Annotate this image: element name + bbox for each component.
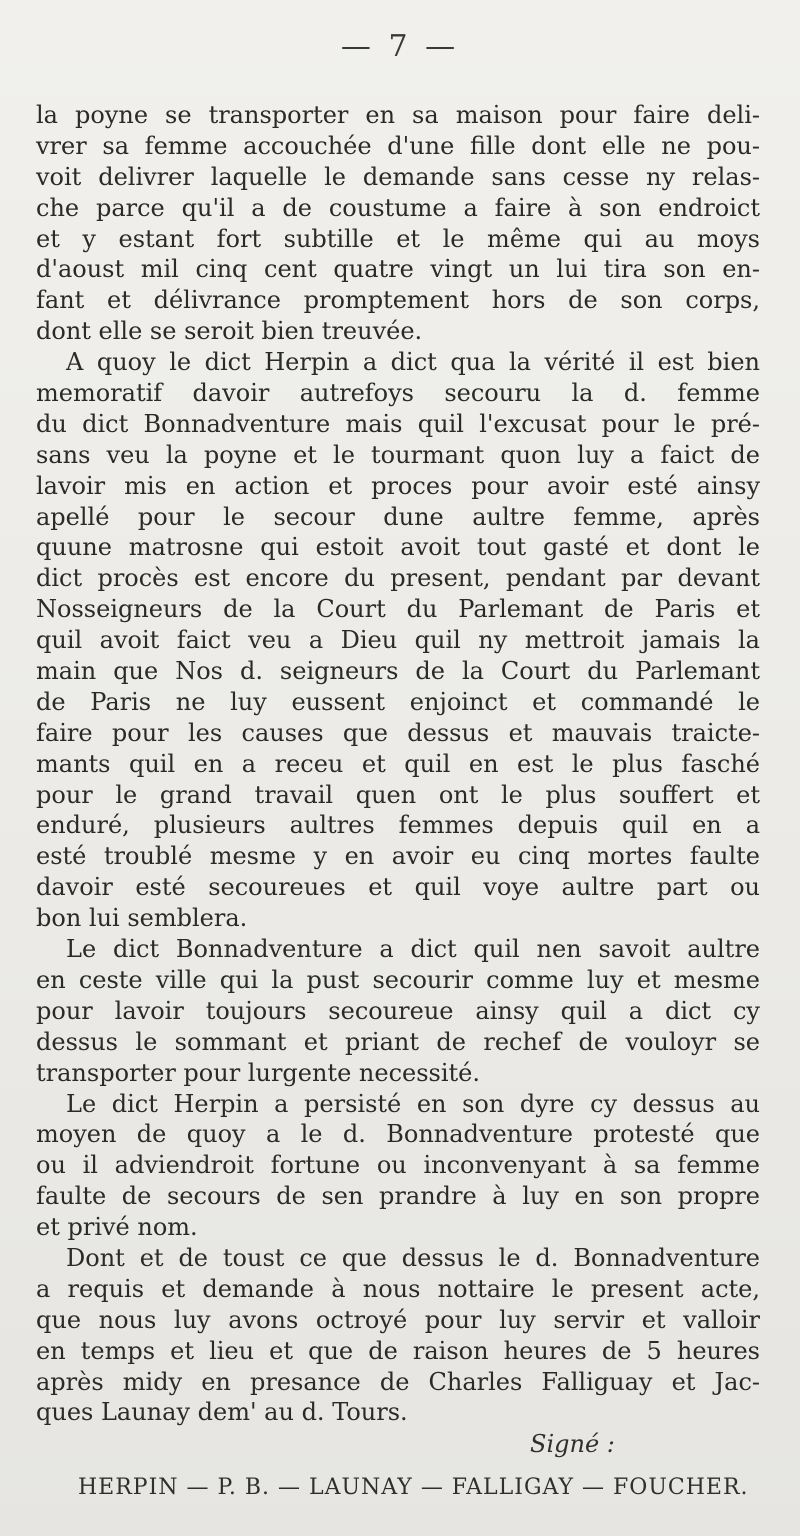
text-line: a requis et demande à nous nottaire le present acte, — [36, 1274, 760, 1303]
text-line: dont elle se seroit bien treuvée. — [36, 317, 423, 346]
text-line: faulte de secours de sen prandre à luy en son propre — [36, 1182, 760, 1211]
text-line: dessus le sommant et priant de rechef de vouloyr se — [36, 1027, 760, 1056]
text-line: transporter pour lurgente necessité. — [36, 1058, 480, 1087]
signatories-line: HERPIN — P. B. — LAUNAY — FALLIGAY — FOUCHER. — [78, 1475, 749, 1500]
text-line: de Paris ne luy eussent enjoinct et commandé le — [36, 687, 760, 716]
text-line: che parce qu'il a de coustume a faire à son endroict — [36, 193, 760, 222]
text-line: et privé nom. — [36, 1213, 198, 1242]
text-line: après midy en presance de Charles Falliguay et Jac- — [36, 1367, 760, 1396]
text-line: et y estant fort subtille et le même qui au moys — [36, 224, 760, 253]
text-line: Le dict Herpin a persisté en son dyre cy dessus au — [66, 1089, 760, 1118]
text-line: enduré, plusieurs aultres femmes depuis quil en a — [36, 811, 760, 840]
text-line: mants quil en a receu et quil en est le plus fasché — [36, 749, 760, 778]
text-line: quil avoit faict veu a Dieu quil ny mettroit jamais la — [36, 626, 760, 655]
text-line: sans veu la poyne et le tourmant quon luy a faict de — [36, 440, 760, 469]
text-line: quune matrosne qui estoit avoit tout gasté et dont le — [36, 533, 760, 562]
text-line: Dont et de toust ce que dessus le d. Bonnadventure — [66, 1243, 760, 1272]
text-line: Nosseigneurs de la Court du Parlemant de Paris et — [36, 595, 760, 624]
text-line: lavoir mis en action et proces pour avoir esté ainsy — [36, 471, 760, 500]
text-line: bon lui semblera. — [36, 904, 248, 933]
text-line: ou il adviendroit fortune ou inconvenyant à sa femme — [36, 1151, 760, 1180]
text-line: dict procès est encore du present, pendant par devant — [36, 564, 760, 593]
text-line: que nous luy avons octroyé pour luy servir et valloir — [36, 1305, 760, 1334]
text-line: fant et délivrance promptement hors de son corps, — [36, 286, 760, 315]
text-line: apellé pour le secour dune aultre femme, après — [36, 502, 760, 531]
text-line: d'aoust mil cinq cent quatre vingt un lui tira son en- — [36, 255, 760, 284]
text-line: pour lavoir toujours secoureue ainsy quil a dict cy — [36, 996, 760, 1025]
body-text — [36, 100, 760, 1428]
text-line: du dict Bonnadventure mais quil l'excusat pour le pré- — [36, 409, 760, 438]
text-line: faire pour les causes que dessus et mauvais traicte- — [36, 718, 760, 747]
page-number: — 7 — — [340, 29, 460, 64]
text-line: ques Launay dem' au d. Tours. — [36, 1398, 408, 1427]
text-line: esté troublé mesme y en avoir eu cinq mortes faulte — [36, 842, 760, 871]
text-line: pour le grand travail quen ont le plus souffert et — [36, 780, 760, 809]
text-line: davoir esté secoureues et quil voye aultre part ou — [36, 873, 760, 902]
text-line: moyen de quoy a le d. Bonnadventure protesté que — [36, 1120, 760, 1149]
text-line: main que Nos d. seigneurs de la Court du Parlemant — [36, 657, 760, 686]
signed-label: Signé : — [530, 1430, 615, 1458]
text-line: vrer sa femme accouchée d'une fille dont elle ne pou- — [36, 131, 760, 160]
text-line: en temps et lieu et que de raison heures de 5 heures — [36, 1336, 760, 1365]
text-line: Le dict Bonnadventure a dict quil nen savoit aultre — [66, 935, 760, 964]
text-line: memoratif davoir autrefoys secouru la d. femme — [36, 379, 760, 408]
text-line: voit delivrer laquelle le demande sans cesse ny relas- — [36, 162, 760, 191]
text-line: A quoy le dict Herpin a dict qua la vérité il est bien — [66, 348, 760, 377]
text-line: en ceste ville qui la pust secourir comme luy et mesme — [36, 965, 760, 994]
text-line: la poyne se transporter en sa maison pour faire deli- — [36, 101, 760, 129]
